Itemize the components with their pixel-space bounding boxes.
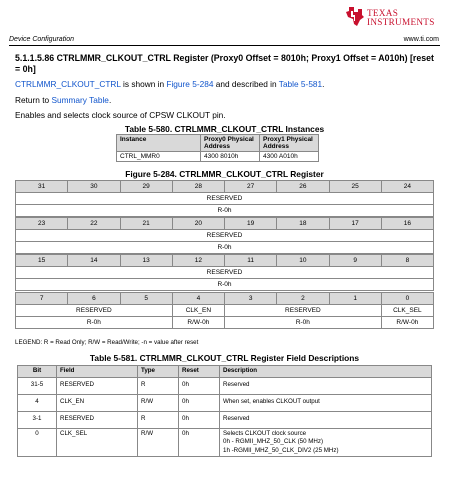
fields-header-row [18, 366, 432, 378]
bit-number: 27 [225, 181, 277, 193]
type-cell: R/W [138, 394, 179, 411]
register-row-15-8 [15, 254, 434, 291]
return-suffix: . [108, 95, 112, 105]
figure-caption: Figure 5-284. CTRLMMR_CLKOUT_CTRL Register [125, 169, 324, 179]
bit-number: 2 [277, 293, 329, 305]
table-row [18, 377, 432, 394]
register-row-31-24 [15, 180, 434, 217]
instances-table [116, 134, 319, 162]
bit-number: 26 [277, 181, 329, 193]
brand-line2: INSTRUMENTS [367, 17, 435, 27]
page-title: 5.1.1.5.86 CTRLMMR_CLKOUT_CTRL Register (Proxy0 Offset = 8010h; Proxy1 Offset = A010h) [reset = 0h] [15, 53, 434, 74]
description-cell: When set, enables CLKOUT output [220, 394, 432, 411]
bit-number: 14 [68, 255, 120, 267]
field-reset: R-0h [225, 317, 382, 329]
description-line: Selects CLKOUT clock source [223, 429, 307, 437]
intro-text3: . [322, 79, 325, 89]
fields-header-cell: Description [220, 366, 432, 378]
intro-text2: and described in [213, 79, 279, 89]
bit-number: 23 [16, 218, 68, 230]
fields-header-cell: Field [57, 366, 138, 378]
bit-number: 4 [172, 293, 224, 305]
type-cell: R [138, 411, 179, 428]
return-prefix: Return to [15, 95, 52, 105]
instances-header-cell: Proxy1 Physical Address [260, 135, 319, 152]
bit-number: 12 [172, 255, 224, 267]
fields-header-cell: Type [138, 366, 179, 378]
bit-number: 22 [68, 218, 120, 230]
ti-logo-icon [345, 6, 365, 28]
bit-number: 1 [329, 293, 381, 305]
field-reset: R-0h [16, 279, 434, 291]
reset-cell: 0h [179, 394, 220, 411]
reset-cell: 0h [179, 428, 220, 457]
instances-cell: 4300 8010h [201, 152, 260, 162]
intro-paragraph [15, 79, 324, 89]
bit-cell: 0 [18, 428, 57, 457]
return-paragraph [15, 95, 111, 105]
bit-number: 31 [16, 181, 68, 193]
field-reset: R/W-0h [381, 317, 433, 329]
register-row-23-16 [15, 217, 434, 254]
field-name: RESERVED [16, 305, 173, 317]
bit-number: 15 [16, 255, 68, 267]
description-cell: Reserved [220, 411, 432, 428]
bit-cell: 4 [18, 394, 57, 411]
table-row [18, 428, 432, 457]
site-label: www.ti.com [403, 36, 439, 43]
description-line: 0h - RGMII_MHZ_50_CLK (50 MHz) [223, 438, 324, 445]
bit-number: 21 [120, 218, 172, 230]
field-name: RESERVED [16, 193, 434, 205]
field-cell: RESERVED [57, 411, 138, 428]
bit-number: 7 [16, 293, 68, 305]
instances-row [117, 152, 319, 162]
bit-number: 20 [172, 218, 224, 230]
reset-cell: 0h [179, 411, 220, 428]
field-cell: RESERVED [57, 377, 138, 394]
instances-header-cell: Instance [117, 135, 201, 152]
type-cell: R [138, 377, 179, 394]
summary-link[interactable]: Summary Table [51, 95, 109, 105]
field-name: CLK_EN [172, 305, 224, 317]
description-cell [220, 428, 432, 457]
description-line: 1h -RGMII_MHZ_50_CLK_DIV2 (25 MHz) [223, 446, 339, 454]
bit-number: 6 [68, 293, 120, 305]
bit-number: 10 [277, 255, 329, 267]
field-reset: R-0h [16, 317, 173, 329]
field-cell: CLK_SEL [57, 428, 138, 457]
bit-cell: 31-5 [18, 377, 57, 394]
brand-line1: TEXAS [367, 8, 399, 18]
field-reset: R/W-0h [172, 317, 224, 329]
field-name: CLK_SEL [381, 305, 433, 317]
bit-number: 16 [381, 218, 433, 230]
fields-caption: Table 5-581. CTRLMMR_CLKOUT_CTRL Register Field Descriptions [89, 353, 360, 363]
table-link[interactable]: Table 5-581 [278, 79, 323, 89]
bit-number: 9 [329, 255, 381, 267]
bit-number: 5 [120, 293, 172, 305]
ti-wordmark [367, 9, 435, 27]
header-rule [9, 45, 440, 46]
bit-number: 29 [120, 181, 172, 193]
bit-number: 19 [225, 218, 277, 230]
bit-number: 11 [225, 255, 277, 267]
field-name: RESERVED [16, 267, 434, 279]
bit-number: 25 [329, 181, 381, 193]
table-row [18, 411, 432, 428]
bit-number: 8 [381, 255, 433, 267]
instances-caption: Table 5-580. CTRLMMR_CLKOUT_CTRL Instances [124, 124, 325, 134]
field-name: RESERVED [16, 230, 434, 242]
field-name: RESERVED [225, 305, 382, 317]
description-cell: Reserved [220, 377, 432, 394]
register-link[interactable]: CTRLMMR_CLKOUT_CTRL [15, 79, 121, 89]
fields-header-cell: Reset [179, 366, 220, 378]
bit-cell: 3-1 [18, 411, 57, 428]
fields-table [17, 365, 432, 457]
bit-number: 0 [381, 293, 433, 305]
bit-number: 30 [68, 181, 120, 193]
instances-header-row [117, 135, 319, 152]
ti-logo [345, 6, 445, 34]
legend-text: LEGEND: R = Read Only; R/W = Read/Write; -n = value after reset [15, 339, 199, 346]
instances-header-cell: Proxy0 Physical Address [201, 135, 260, 152]
field-reset: R-0h [16, 242, 434, 254]
field-cell: CLK_EN [57, 394, 138, 411]
description-paragraph: Enables and selects clock source of CPSW CLKOUT pin. [15, 110, 226, 120]
intro-text1: is shown in [120, 79, 167, 89]
field-reset: R-0h [16, 205, 434, 217]
bit-number: 3 [225, 293, 277, 305]
instances-cell: 4300 A010h [260, 152, 319, 162]
type-cell: R/W [138, 428, 179, 457]
bit-number: 24 [381, 181, 433, 193]
section-label: Device Configuration [9, 36, 74, 43]
reset-cell: 0h [179, 377, 220, 394]
register-row-7-0 [15, 292, 434, 329]
bit-number: 28 [172, 181, 224, 193]
bit-number: 13 [120, 255, 172, 267]
fields-header-cell: Bit [18, 366, 57, 378]
bit-number: 17 [329, 218, 381, 230]
instances-cell: CTRL_MMR0 [117, 152, 201, 162]
figure-link[interactable]: Figure 5-284 [166, 79, 214, 89]
bit-number: 18 [277, 218, 329, 230]
table-row [18, 394, 432, 411]
